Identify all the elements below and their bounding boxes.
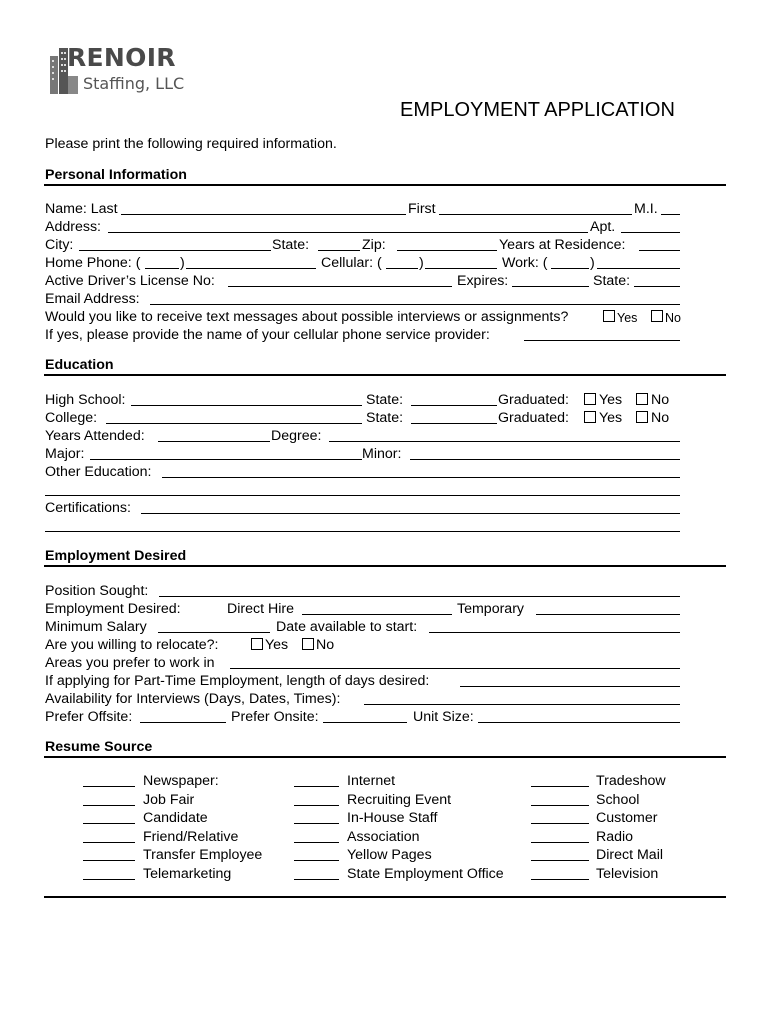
resume-source-check-line[interactable]: [531, 805, 589, 806]
label-address: Address:: [45, 219, 101, 235]
label-hs-yes: Yes: [599, 392, 623, 408]
label-unit-size: Unit Size:: [413, 709, 474, 725]
label-years-attended: Years Attended:: [45, 428, 145, 444]
resume-source-label: Radio: [596, 828, 634, 845]
label-apt: Apt.: [590, 219, 616, 235]
logo-subtitle: Staffing, LLC: [83, 74, 185, 93]
resume-source-label: Recruiting Event: [347, 791, 452, 808]
field-provider[interactable]: [524, 340, 680, 341]
resume-source-label: Customer: [596, 810, 658, 826]
label-college-yes: Yes: [599, 410, 623, 426]
label-first: First: [408, 201, 436, 217]
field-apt[interactable]: [621, 232, 680, 233]
resume-source-check-line[interactable]: [83, 805, 135, 806]
label-certifications: Certifications:: [45, 500, 131, 516]
page-title: EMPLOYMENT APPLICATION: [400, 99, 675, 121]
resume-source-label: Television: [596, 865, 659, 882]
label-onsite: Prefer Onsite:: [231, 709, 319, 725]
resume-source-label: Friend/Relative: [143, 828, 239, 845]
resume-source-label: Internet: [347, 773, 396, 789]
resume-source-label: Newspaper:: [143, 773, 219, 789]
checkbox-relocate-yes[interactable]: [251, 638, 263, 650]
label-major: Major:: [45, 446, 85, 462]
field-work-phone[interactable]: [597, 268, 680, 269]
resume-source-label: State Employment Office: [347, 865, 504, 882]
field-state[interactable]: [318, 250, 360, 251]
field-part-time[interactable]: [460, 686, 680, 687]
resume-source-check-line[interactable]: [83, 786, 135, 787]
resume-source-check-line[interactable]: [531, 823, 589, 824]
section-divider: [44, 565, 726, 567]
resume-source-check-line[interactable]: [294, 823, 339, 824]
paren: ): [590, 255, 595, 271]
label-availability: Availability for Interviews (Days, Dates, Times):: [45, 691, 341, 707]
resume-source-label: Telemarketing: [143, 865, 232, 882]
label-high-school: High School:: [45, 392, 126, 408]
field-mi[interactable]: [661, 214, 680, 215]
field-address[interactable]: [108, 232, 588, 233]
field-date-available[interactable]: [429, 632, 680, 633]
checkbox-relocate-no[interactable]: [302, 638, 314, 650]
checkbox-text-no[interactable]: [651, 310, 663, 322]
label-areas: Areas you prefer to work in: [45, 655, 215, 671]
field-last-name[interactable]: [121, 214, 406, 215]
text-message-question: Would you like to receive text messages about possible interviews or assignments?: [45, 309, 569, 325]
checkbox-college-no[interactable]: [636, 411, 648, 423]
field-zip[interactable]: [397, 250, 497, 251]
label-hs-graduated: Graduated:: [498, 392, 569, 408]
label-zip: Zip:: [362, 237, 386, 253]
field-cell-phone[interactable]: [425, 268, 497, 269]
intro-text: Please print the following required information.: [45, 136, 337, 152]
section-divider: [44, 184, 726, 186]
field-license-state[interactable]: [634, 286, 680, 287]
label-college: College:: [45, 410, 98, 426]
bottom-divider: [44, 896, 726, 898]
section-employment-heading: Employment Desired: [45, 548, 187, 564]
label-mi: M.I.: [634, 201, 658, 217]
label-text-yes: Yes: [617, 311, 638, 325]
field-college[interactable]: [106, 423, 362, 424]
field-other-education[interactable]: [162, 477, 680, 478]
field-certifications-2[interactable]: [45, 531, 680, 532]
logo-name: RENOIR: [67, 43, 176, 72]
label-email: Email Address:: [45, 291, 140, 307]
label-city: City:: [45, 237, 74, 253]
label-relocate-yes: Yes: [265, 637, 289, 653]
field-temporary[interactable]: [536, 614, 680, 615]
field-college-state[interactable]: [411, 423, 497, 424]
resume-source-label: Candidate: [143, 810, 208, 826]
label-degree: Degree:: [271, 428, 322, 444]
label-part-time: If applying for Part-Time Employment, length of days desired:: [45, 673, 430, 689]
label-college-no: No: [651, 410, 670, 426]
resume-source-label: In-House Staff: [347, 810, 438, 826]
resume-source-label: Job Fair: [143, 791, 195, 808]
label-text-no: No: [665, 311, 681, 325]
provider-question: If yes, please provide the name of your cellular phone service provider:: [45, 327, 490, 343]
field-major[interactable]: [90, 459, 362, 460]
resume-source-check-line[interactable]: [83, 842, 135, 843]
label-college-graduated: Graduated:: [498, 410, 569, 426]
label-college-state: State:: [366, 410, 404, 426]
label-relocate-no: No: [316, 637, 335, 653]
checkbox-hs-yes[interactable]: [584, 393, 596, 405]
field-years-residence[interactable]: [639, 250, 680, 251]
field-hs-state[interactable]: [411, 405, 497, 406]
resume-source-check-line[interactable]: [83, 823, 135, 824]
field-high-school[interactable]: [131, 405, 362, 406]
field-availability[interactable]: [364, 704, 680, 705]
section-divider: [44, 374, 726, 376]
resume-source-check-line[interactable]: [83, 860, 135, 861]
resume-source-label: School: [596, 791, 640, 808]
resume-source-label: Transfer Employee: [143, 847, 263, 863]
field-certifications[interactable]: [141, 513, 680, 514]
field-city[interactable]: [79, 250, 271, 251]
field-cell-area[interactable]: [386, 268, 418, 269]
label-license: Active Driver’s License No:: [45, 273, 215, 289]
label-years-residence: Years at Residence:: [499, 237, 626, 253]
label-state: State:: [272, 237, 310, 253]
label-name-last: Name: Last: [45, 201, 118, 217]
label-work: Work: (: [502, 255, 548, 271]
section-resume-heading: Resume Source: [45, 739, 153, 755]
field-work-area[interactable]: [551, 268, 589, 269]
section-education-heading: Education: [45, 357, 114, 373]
field-onsite[interactable]: [323, 722, 407, 723]
resume-source-check-line[interactable]: [531, 860, 589, 861]
label-hs-state: State:: [366, 392, 404, 408]
resume-source-check-line[interactable]: [83, 879, 135, 880]
resume-source-check-line[interactable]: [294, 805, 339, 806]
field-offsite[interactable]: [140, 722, 226, 723]
label-relocate: Are you willing to relocate?:: [45, 637, 219, 653]
label-hs-no: No: [651, 392, 670, 408]
label-offsite: Prefer Offsite:: [45, 709, 133, 725]
resume-source-label: Association: [347, 828, 420, 845]
field-direct-hire[interactable]: [302, 614, 452, 615]
label-license-state: State:: [593, 273, 631, 289]
label-date-available: Date available to start:: [276, 619, 418, 635]
label-home-phone: Home Phone: (: [45, 255, 141, 271]
label-min-salary: Minimum Salary: [45, 619, 147, 635]
field-expires[interactable]: [512, 286, 589, 287]
field-license[interactable]: [228, 286, 452, 287]
resume-source-check-line[interactable]: [294, 842, 339, 843]
checkbox-hs-no[interactable]: [636, 393, 648, 405]
field-other-education-2[interactable]: [45, 495, 680, 496]
section-divider: [44, 756, 726, 758]
field-degree[interactable]: [329, 441, 680, 442]
field-areas[interactable]: [230, 668, 680, 669]
label-minor: Minor:: [362, 446, 402, 462]
label-expires: Expires:: [457, 273, 509, 289]
resume-source-label: Tradeshow: [596, 773, 666, 789]
field-home-area[interactable]: [145, 268, 179, 269]
field-position[interactable]: [159, 596, 680, 597]
label-employment-desired: Employment Desired:: [45, 601, 181, 617]
label-direct-hire: Direct Hire: [227, 601, 295, 617]
label-temporary: Temporary: [457, 601, 525, 617]
field-email[interactable]: [150, 304, 680, 305]
paren: ): [180, 255, 185, 271]
paren: ): [419, 255, 424, 271]
field-min-salary[interactable]: [158, 632, 270, 633]
field-minor[interactable]: [410, 459, 680, 460]
label-position: Position Sought:: [45, 583, 149, 599]
section-personal-heading: Personal Information: [45, 167, 187, 183]
resume-source-check-line[interactable]: [531, 842, 589, 843]
field-first-name[interactable]: [439, 214, 632, 215]
resume-source-label: Direct Mail: [596, 847, 664, 863]
resume-source-check-line[interactable]: [531, 786, 589, 787]
resume-source-check-line[interactable]: [531, 879, 589, 880]
checkbox-college-yes[interactable]: [584, 411, 596, 423]
field-unit-size[interactable]: [478, 722, 680, 723]
field-years-attended[interactable]: [158, 441, 270, 442]
resume-source-check-line[interactable]: [294, 860, 339, 861]
resume-source-check-line[interactable]: [294, 786, 339, 787]
checkbox-text-yes[interactable]: [603, 310, 615, 322]
label-other-education: Other Education:: [45, 464, 152, 480]
label-cellular: Cellular: (: [321, 255, 382, 271]
resume-source-label: Yellow Pages: [347, 847, 432, 863]
resume-source-check-line[interactable]: [294, 879, 339, 880]
field-home-phone[interactable]: [186, 268, 316, 269]
